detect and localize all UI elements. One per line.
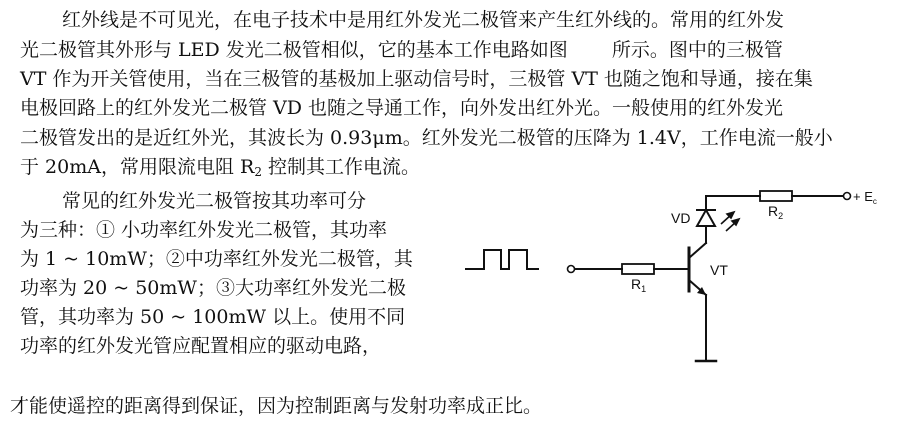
para2-line3: 为 1 ~ 10mW；②中功率红外发光二极管，其	[20, 248, 413, 270]
label-vt: VT	[710, 262, 728, 278]
para1-line6b: 控制其工作电流。	[261, 156, 420, 178]
para1-line4: 电极回路上的红外发光二极管 VD 也随之导通工作，向外发出红外光。一般使用的红外发光	[20, 97, 784, 119]
para1-line3: VT 作为开关管使用，当在三极管的基极加上驱动信号时，三极管 VT 也随之饱和导通，接在集	[20, 68, 813, 90]
resistor-r2	[760, 191, 792, 201]
input-terminal	[568, 266, 575, 273]
para1-line5: 二极管发出的是近红外光，其波长为 0.93μm。红外发光二极管的压降为 1.4V，工作电流一般小	[20, 127, 833, 149]
para2-line7: 才能使遥控的距离得到保证，因为控制距离与发射功率成正比。	[10, 395, 543, 417]
pulse-waveform	[466, 250, 538, 269]
para1-line2a: 光二极管其外形与 LED 发光二极管相似，它的基本工作电路如图	[20, 39, 568, 61]
para2-line6: 功率的红外发光管应配置相应的驱动电路，	[20, 335, 382, 357]
emission-arrows-icon	[721, 212, 739, 231]
label-r2: $R_2$	[768, 203, 784, 221]
para2-line2: 为三种：① 小功率红外发光二极管，其功率	[20, 219, 388, 241]
label-vd: VD	[671, 210, 691, 226]
para2-line4: 功率为 20 ~ 50mW；③大功率红外发光二极	[20, 277, 406, 299]
para1-line6sub: 2	[254, 165, 262, 179]
label-supply: + $E_c$	[853, 189, 877, 206]
para1-line2b: 所示。图中的三极管	[611, 39, 783, 61]
label-r1: $R_1$	[631, 276, 647, 294]
led-vd-icon	[697, 210, 715, 226]
resistor-r1	[622, 264, 654, 274]
para1-line1: 红外线是不可见光，在电子技术中是用红外发光二极管来产生红外线的。常用的红外发	[62, 9, 785, 31]
para2-line5: 管，其功率为 50 ~ 100mW 以上。使用不同	[20, 306, 406, 328]
para2-line1: 常见的红外发光二极管按其功率可分	[62, 190, 367, 212]
para1-line6a: 于 20mA，常用限流电阻 R	[20, 156, 255, 178]
supply-terminal	[844, 193, 851, 200]
transistor-vt-collector	[689, 243, 706, 258]
